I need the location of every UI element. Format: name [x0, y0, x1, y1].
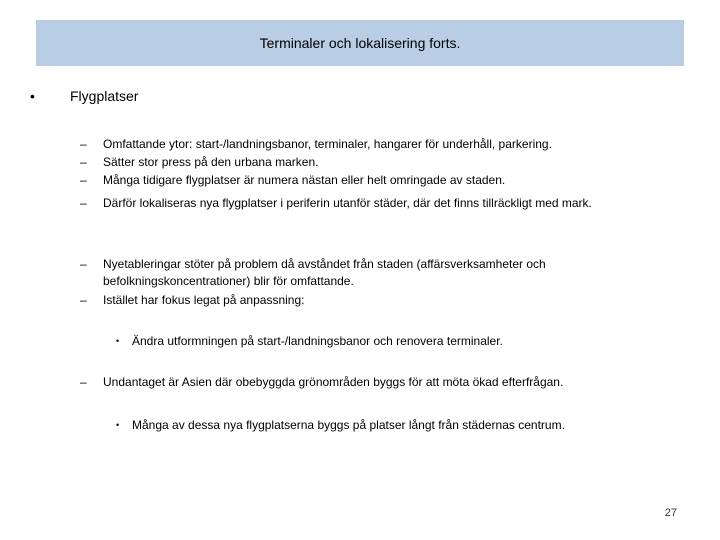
list-item: – Nyetableringar stöter på problem då avståndet från staden (affärsverksamheter och befolkningskoncentrationer) blir för omfattande. — [80, 257, 546, 288]
dash-icon: – — [80, 257, 87, 271]
dash-icon: – — [80, 155, 87, 169]
dash-icon: – — [80, 293, 87, 307]
sub-list-item: • Ändra utformningen på start-/landningsbanor och renovera terminaler. — [116, 334, 503, 348]
list-item: – Omfattande ytor: start-/landningsbanor, terminaler, hangarer för underhåll, parkering. — [80, 137, 552, 151]
dash-icon: – — [80, 196, 87, 210]
slide-title-bar — [36, 20, 684, 66]
sub-list-item: • Många av dessa nya flygplatserna byggs på platser långt från städernas centrum. — [116, 418, 565, 432]
bullet-text: Flygplatser — [70, 88, 139, 104]
dot-icon: • — [116, 336, 120, 346]
list-item: – Istället har fokus legat på anpassning: — [80, 293, 305, 307]
list-item: – Undantaget är Asien där obebyggda grönområden byggs för att möta ökad efterfrågan. — [80, 375, 564, 389]
dash-icon: – — [80, 375, 87, 389]
bullet-flygplatser — [30, 88, 138, 104]
bullet-icon: • — [30, 88, 35, 104]
dot-icon: • — [116, 420, 120, 430]
dash-icon: – — [80, 137, 87, 151]
list-item: – Därför lokaliseras nya flygplatser i periferin utanför städer, där det finns tillräckligt med mark. — [80, 196, 592, 210]
list-item: – Många tidigare flygplatser är numera nästan eller helt omringade av staden. — [80, 173, 506, 187]
slide-title: Terminaler och lokalisering forts. — [259, 35, 461, 51]
list-item: – Sätter stor press på den urbana marken. — [80, 155, 319, 169]
dash-icon: – — [80, 173, 87, 187]
page-number: 27 — [664, 507, 677, 519]
